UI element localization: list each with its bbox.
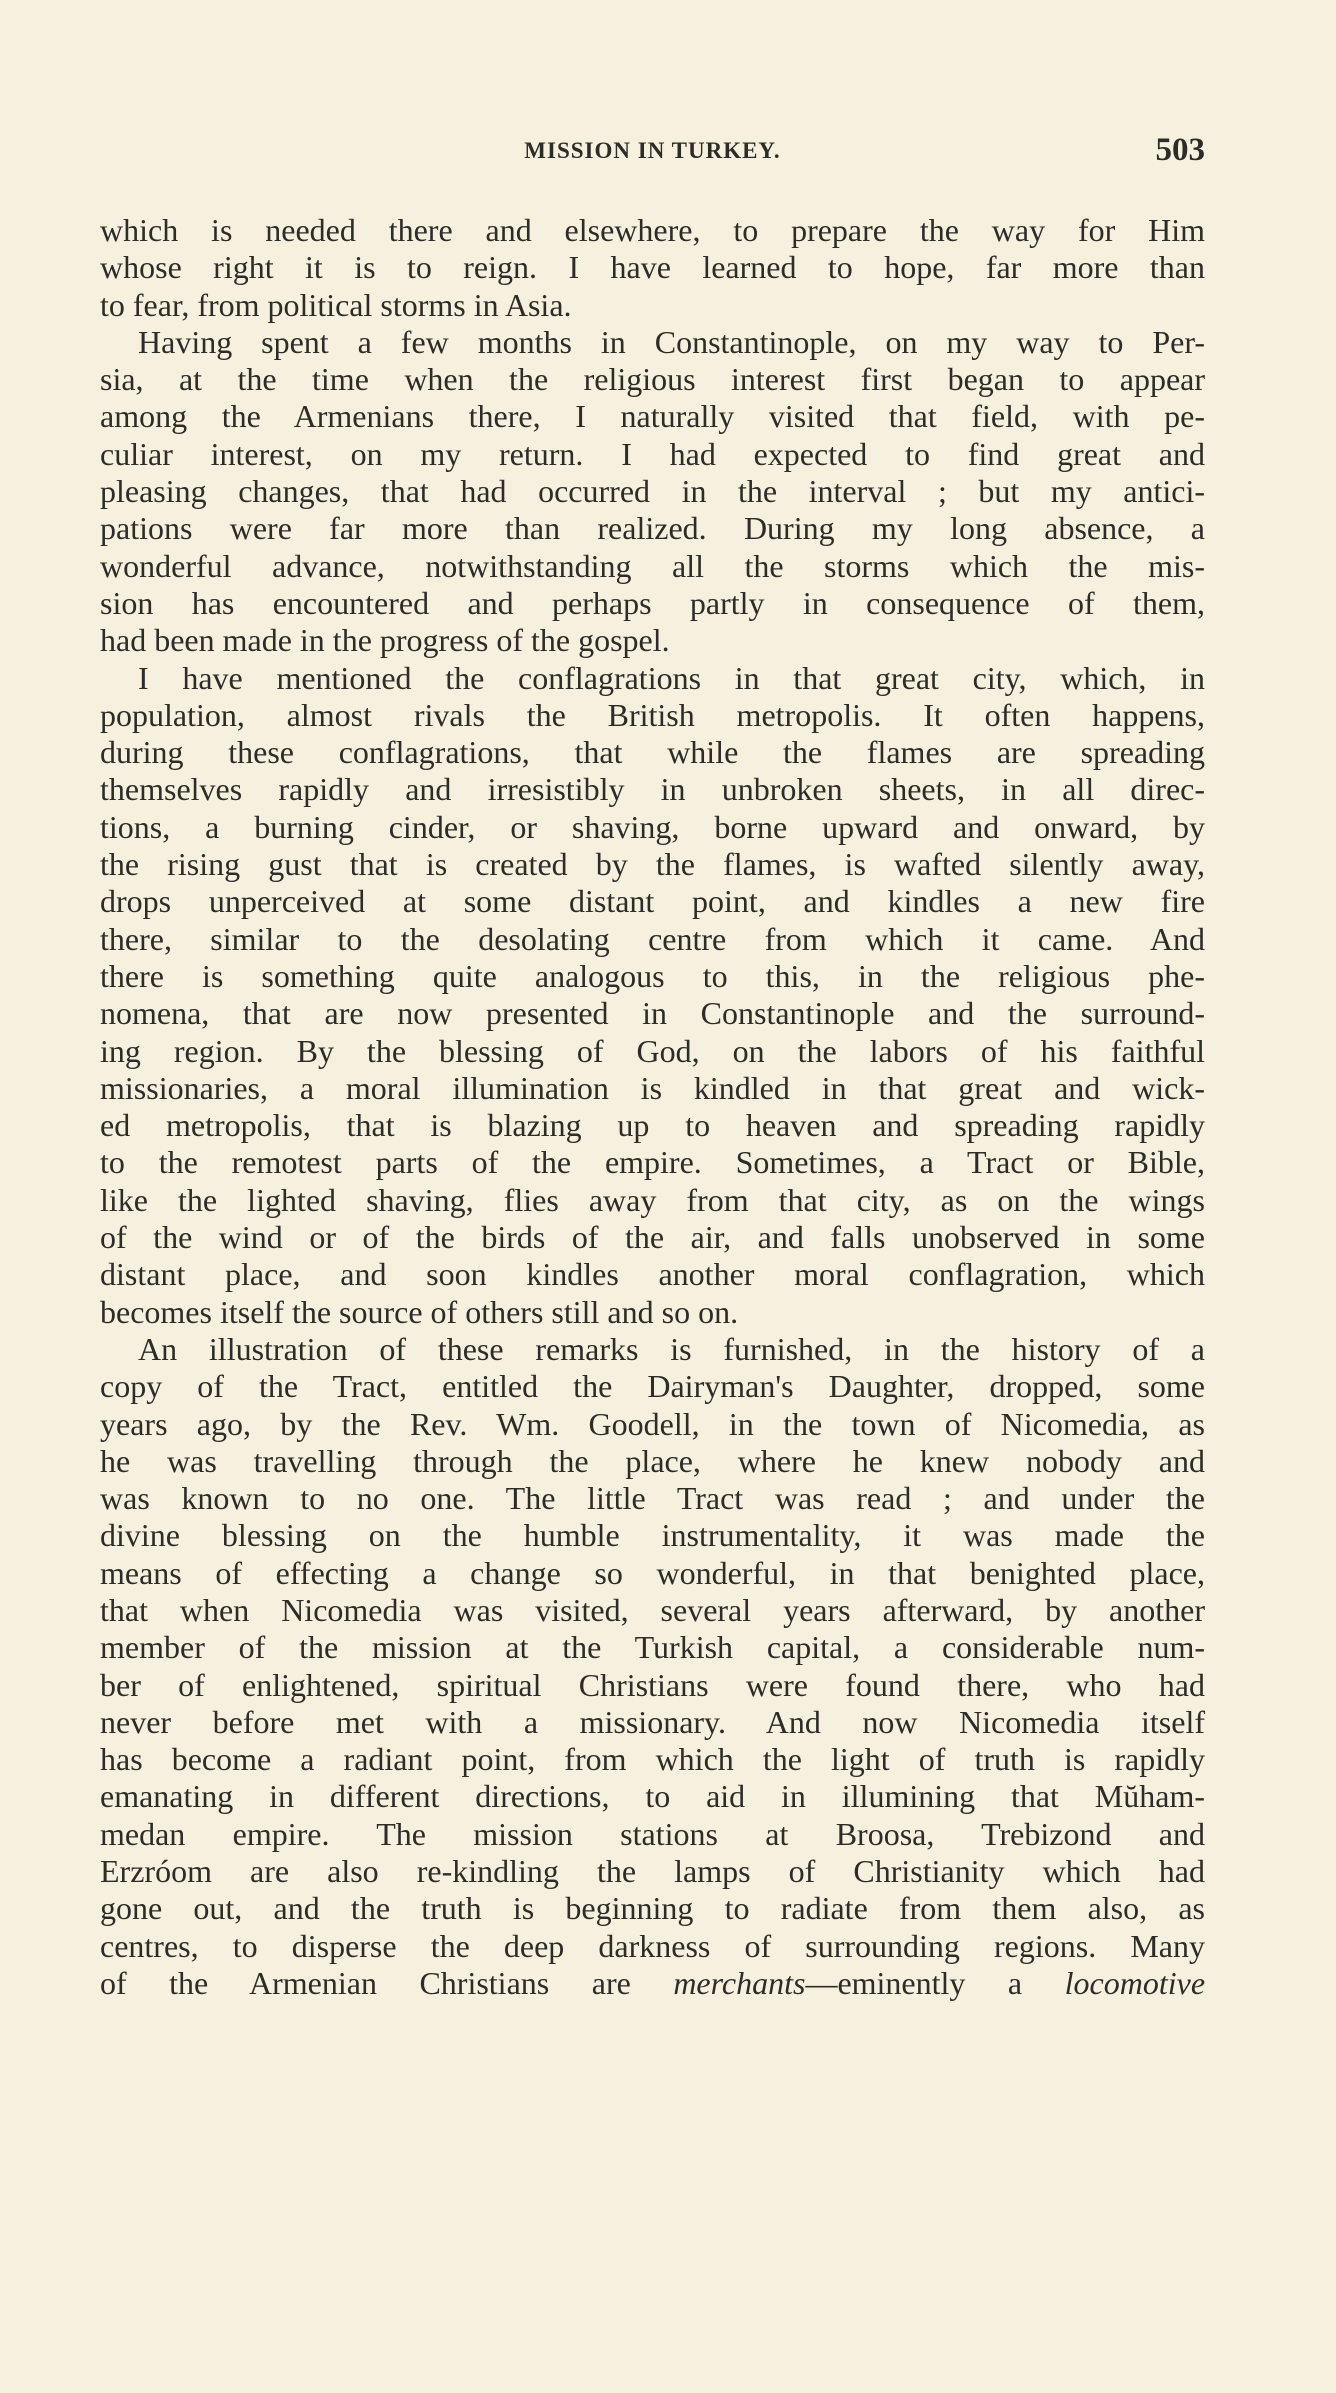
text-line: member of the mission at the Turkish capital, a considerable num-	[100, 1629, 1205, 1666]
text-line: ed metropolis, that is blazing up to heaven and spreading rapidly	[100, 1107, 1205, 1144]
text-line: to fear, from political storms in Asia.	[100, 286, 572, 323]
text-line: years ago, by the Rev. Wm. Goodell, in the town of Nicomedia, as	[100, 1405, 1205, 1442]
text-line: to the remotest parts of the empire. Sometimes, a Tract or Bible,	[100, 1144, 1205, 1181]
text-line: Erzróom are also re-kindling the lamps of Christianity which had	[100, 1853, 1205, 1890]
text-segment: of the Armenian Christians are	[100, 1964, 674, 2001]
text-line: had been made in the progress of the gospel.	[100, 622, 670, 659]
text-line: never before met with a missionary. And now Nicomedia itself	[100, 1703, 1205, 1740]
text-line: ing region. By the blessing of God, on the labors of his faithful	[100, 1032, 1205, 1069]
text-line: copy of the Tract, entitled the Dairyman's Daughter, dropped, some	[100, 1368, 1205, 1405]
text-line: medan empire. The mission stations at Broosa, Trebizond and	[100, 1815, 1205, 1852]
text-line: distant place, and soon kindles another moral conflagration, which	[100, 1256, 1205, 1293]
text-line: he was travelling through the place, where he knew nobody and	[100, 1442, 1205, 1479]
text-line: during these conflagrations, that while the flames are spreading	[100, 734, 1205, 771]
text-line: pations were far more than realized. During my long absence, a	[100, 510, 1205, 547]
text-segment: —eminently a	[805, 1964, 1065, 2001]
text-line: of the wind or of the birds of the air, and falls unobserved in some	[100, 1219, 1205, 1256]
italic-word: merchants	[673, 1964, 806, 2001]
text-line: which is needed there and elsewhere, to prepare the way for Him	[100, 212, 1205, 248]
text-line: culiar interest, on my return. I had expected to find great and	[100, 435, 1205, 472]
text-line: wonderful advance, notwithstanding all the storms which the mis-	[100, 547, 1205, 584]
text-line: sia, at the time when the religious interest first began to appear	[100, 361, 1205, 398]
text-line: whose right it is to reign. I have learned to hope, far more than	[100, 249, 1205, 286]
text-line: ber of enlightened, spiritual Christians were found there, who had	[100, 1666, 1205, 1703]
text-line: that when Nicomedia was visited, several years afterward, by another	[100, 1591, 1205, 1628]
text-line: sion has encountered and perhaps partly in consequence of them,	[100, 584, 1205, 621]
page-body	[100, 212, 1205, 2002]
text-line: I have mentioned the conflagrations in that great city, which, in	[138, 659, 1205, 696]
text-line: Having spent a few months in Constantinople, on my way to Per-	[138, 323, 1205, 360]
page-number: 503	[1155, 132, 1205, 168]
italic-word: locomotive	[1064, 1964, 1206, 2001]
running-title: MISSION IN TURKEY.	[524, 138, 781, 163]
text-line: An illustration of these remarks is furnished, in the history of a	[138, 1330, 1205, 1367]
text-line: emanating in different directions, to aid in illumining that Mŭham-	[100, 1778, 1205, 1815]
text-line: becomes itself the source of others still and so on.	[100, 1293, 739, 1330]
text-line: was known to no one. The little Tract was read ; and under the	[100, 1480, 1205, 1517]
text-line: gone out, and the truth is beginning to radiate from them also, as	[100, 1890, 1205, 1927]
text-line: has become a radiant point, from which the light of truth is rapidly	[100, 1741, 1205, 1778]
text-line: like the lighted shaving, flies away from that city, as on the wings	[100, 1181, 1205, 1218]
text-line: themselves rapidly and irresistibly in unbroken sheets, in all direc-	[100, 771, 1205, 808]
text-line: divine blessing on the humble instrumentality, it was made the	[100, 1517, 1205, 1554]
page-header	[100, 132, 1205, 172]
text-line: among the Armenians there, I naturally visited that field, with pe-	[100, 398, 1205, 435]
text-line: means of effecting a change so wonderful, in that benighted place,	[100, 1554, 1205, 1591]
text-line: population, almost rivals the British metropolis. It often happens,	[100, 696, 1205, 733]
text-line-final	[100, 1965, 1205, 2002]
text-line: drops unperceived at some distant point, and kindles a new fire	[100, 883, 1205, 920]
text-line: centres, to disperse the deep darkness of surrounding regions. Many	[100, 1927, 1205, 1964]
text-line: tions, a burning cinder, or shaving, borne upward and onward, by	[100, 808, 1205, 845]
text-line: nomena, that are now presented in Constantinople and the surround-	[100, 995, 1205, 1032]
text-line: there, similar to the desolating centre from which it came. And	[100, 920, 1205, 957]
text-line: the rising gust that is created by the flames, is wafted silently away,	[100, 846, 1205, 883]
text-line: pleasing changes, that had occurred in the interval ; but my antici-	[100, 473, 1205, 510]
text-line: missionaries, a moral illumination is kindled in that great and wick-	[100, 1069, 1205, 1106]
text-line: there is something quite analogous to this, in the religious phe-	[100, 957, 1205, 994]
